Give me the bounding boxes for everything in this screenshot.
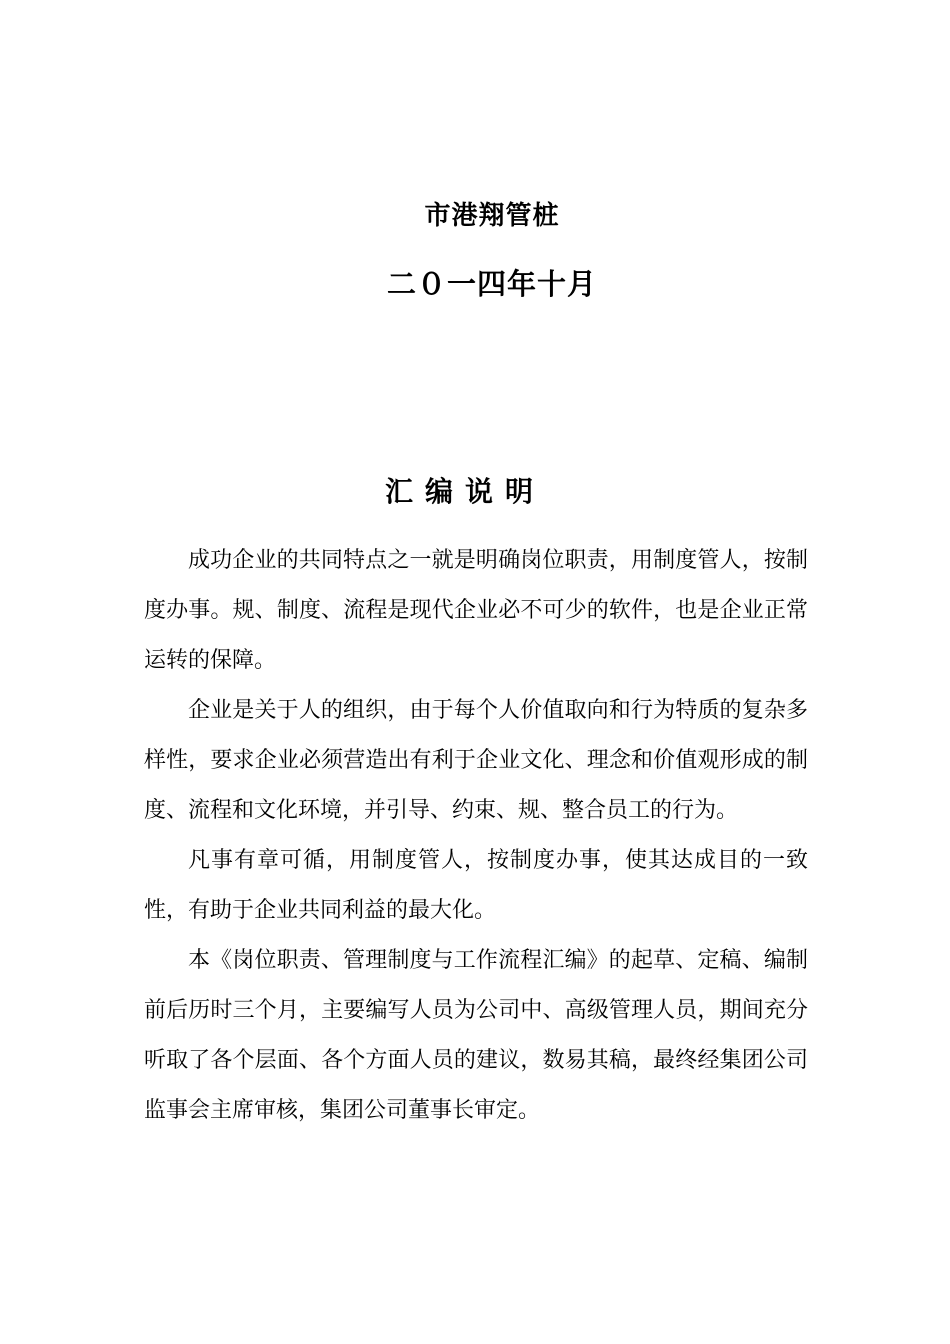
- body-text: [144, 536, 808, 1136]
- paragraph-4: 本《岗位职责、管理制度与工作流程汇编》的起草、定稿、编制前后历时三个月，主要编写人员为公司中、高级管理人员，期间充分听取了各个层面、各个方面人员的建议，数易其稿，最终经集团公司监事会主席审核，集团公司董事长审定。: [144, 948, 808, 1123]
- section-title: 汇编说明: [384, 475, 545, 508]
- document-date: 二０一四年十月: [386, 267, 597, 301]
- company-name: 市港翔管桩: [424, 201, 560, 231]
- paragraph-1: 成功企业的共同特点之一就是明确岗位职责，用制度管人，按制度办事。规、制度、流程是现代企业必不可少的软件，也是企业正常运转的保障。: [144, 548, 808, 673]
- paragraph-2: 企业是关于人的组织，由于每个人价值取向和行为特质的复杂多样性，要求企业必须营造出有利于企业文化、理念和价值观形成的制度、流程和文化环境，并引导、约束、规、整合员工的行为。: [144, 698, 808, 823]
- paragraph-3: 凡事有章可循，用制度管人，按制度办事，使其达成目的一致性，有助于企业共同利益的最大化。: [144, 848, 808, 923]
